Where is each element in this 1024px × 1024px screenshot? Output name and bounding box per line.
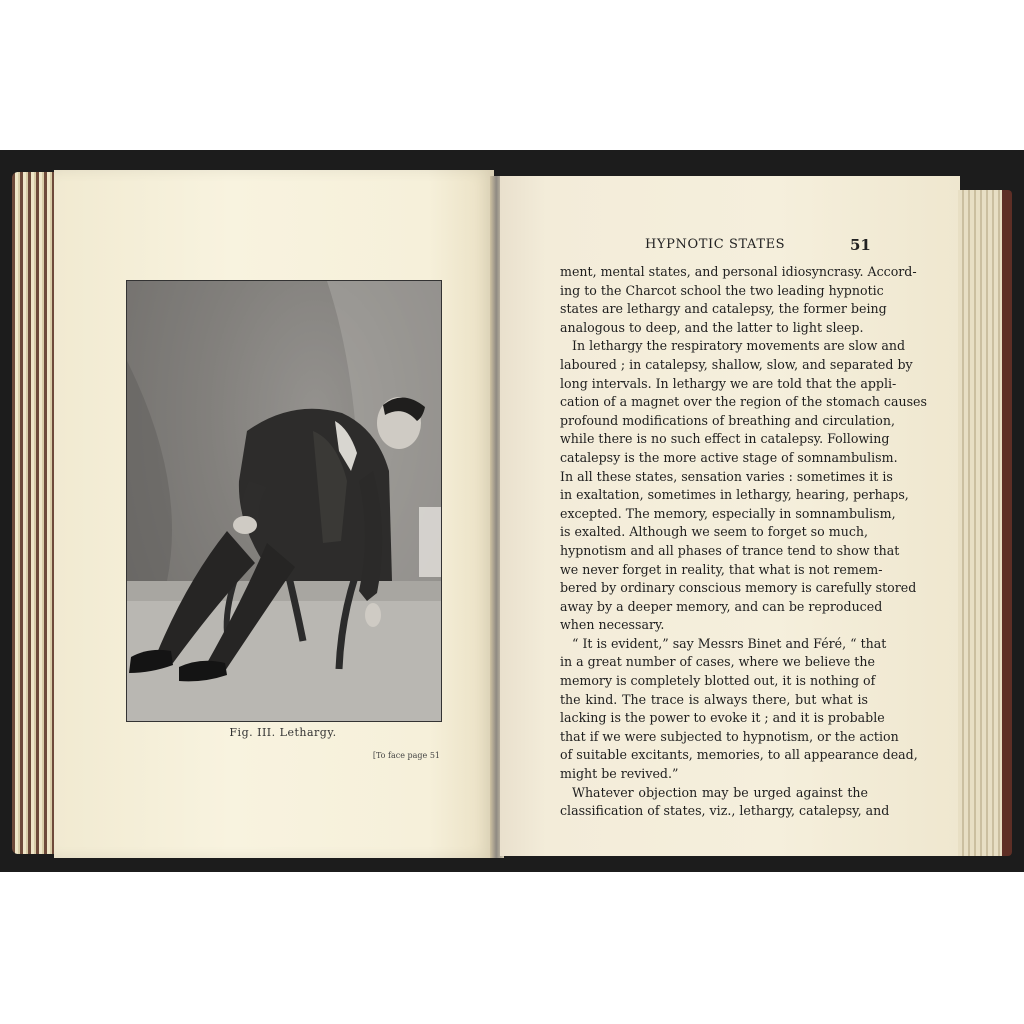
text-line: Whatever objection may be urged against the — [572, 784, 868, 800]
text-line: ing to the Charcot school the two leading hypnotic — [560, 282, 884, 298]
text-line: excepted. The memory, especially in somnambulism, — [560, 505, 896, 521]
text-line: the kind. The trace is always there, but what is — [560, 691, 868, 707]
text-line: In all these states, sensation varies : sometimes it is — [560, 468, 893, 484]
text-line: might be revived.” — [560, 766, 679, 782]
text-line: of suitable excitants, memories, to all appearance dead, — [560, 747, 918, 763]
text-line: away by a deeper memory, and can be reproduced — [560, 598, 883, 614]
text-line: bered by ordinary conscious memory is carefully stored — [560, 580, 917, 596]
text-line: analogous to deep, and the latter to light sleep. — [560, 319, 864, 335]
lethargy-photograph — [126, 280, 442, 722]
text-line: is exalted. Although we seem to forget so much, — [560, 524, 868, 540]
text-line: catalepsy is the more active stage of somnambulism. — [560, 449, 898, 465]
text-line: ment, mental states, and personal idiosyncrasy. Accord- — [560, 264, 917, 279]
text-line: laboured ; in catalepsy, shallow, slow, and separated by — [560, 356, 913, 372]
text-line: memory is completely blotted out, it is nothing of — [560, 673, 876, 689]
text-line: in a great number of cases, where we believe the — [560, 654, 875, 670]
facing-page-note: [To face page 51 — [372, 751, 440, 760]
text-line: states are lethargy and catalepsy, the former being — [560, 301, 887, 317]
text-line: In lethargy the respiratory movements are slow and — [572, 338, 906, 354]
text-line: cation of a magnet over the region of the stomach causes — [560, 394, 927, 410]
text-line: classification of states, viz., lethargy, catalepsy, and — [560, 803, 890, 819]
page-number: 51 — [850, 236, 871, 254]
right-page-edges — [958, 190, 1012, 856]
running-head: HYPNOTIC STATES — [645, 237, 786, 252]
text-line: “ It is evident,” say Messrs Binet and Féré, “ that — [572, 635, 887, 651]
text-line: profound modifications of breathing and circulation, — [560, 412, 895, 428]
left-page-edges — [12, 172, 58, 854]
body-text — [560, 263, 927, 821]
text-line: lacking is the power to evoke it ; and it is probable — [560, 710, 885, 726]
figure-caption: Fig. III. Lethargy. — [229, 726, 337, 739]
text-line: that if we were subjected to hypnotism, or the action — [560, 728, 899, 744]
text-line: we never forget in reality, that what is not remem- — [560, 561, 883, 577]
text-line: while there is no such effect in catalepsy. Following — [560, 431, 890, 447]
text-line: hypnotism and all phases of trance tend to show that — [560, 542, 900, 558]
text-line: in exaltation, sometimes in lethargy, hearing, perhaps, — [560, 487, 909, 503]
text-line: when necessary. — [560, 617, 665, 633]
text-line: long intervals. In lethargy we are told that the appli- — [560, 375, 897, 391]
